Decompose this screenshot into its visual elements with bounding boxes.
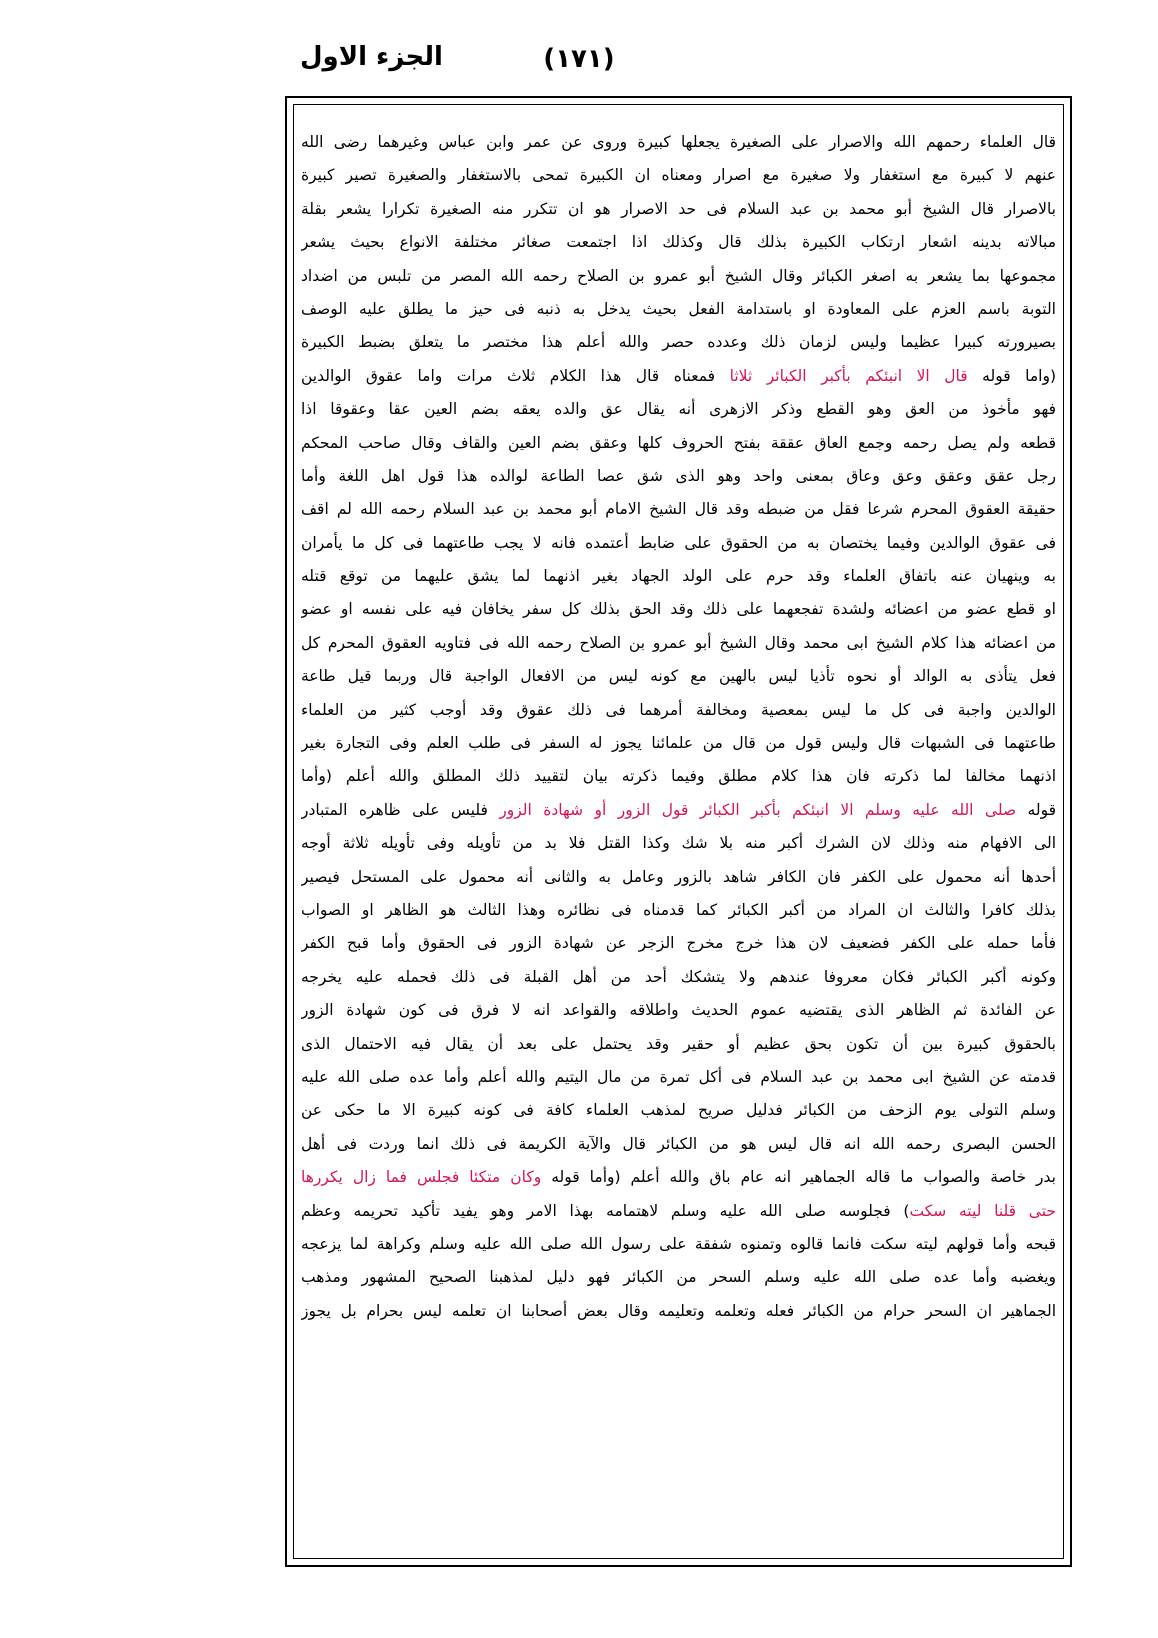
text-line: بصيرورته كبيرا عظيما وليس لزمان ذلك وعدده حصر والله أعلم هذا مختصر ما يتعلق بضبط الكبيرة	[301, 333, 1056, 352]
text-line: الى الافهام منه وذلك لان الشرك أكبر منه بلا شك وكذا القتل فلا بد من تأويله وفى تأويله ثلاثة أوجه	[301, 834, 1056, 853]
text-fragment: (واما قوله	[967, 366, 1056, 385]
text-line: أحدها أنه محمول على الكفر فان الكافر شاهد بالزور وعامل به والثانى أنه محمول على المستحل فيصير	[301, 867, 1056, 886]
text-line: طاعتهما فى الشبهات قال وليس قول من قال من علمائنا يجوز له السفر فى طلب العلم وفى التجارة بغير	[301, 734, 1056, 753]
text-line: ويغضبه وأما عده صلى الله عليه وسلم السحر من الكبائر فهو دليل لمذهبنا الصحيح المشهور ومذهب	[301, 1268, 1056, 1287]
page-header	[0, 0, 1158, 90]
text-body	[301, 126, 1056, 1328]
page-number: (١٧١)	[543, 44, 615, 74]
text-line: بالاصرار قال الشيخ أبو محمد بن عبد السلام فى حد الاصرار هو ان تتكرر منه الصغيرة تكرارا يشعر بقلة	[301, 199, 1056, 218]
text-line: بالحقوق كبيرة بين أن تكون بحق عظيم أو حقير وقد يحتمل على بعد أن يقال فيه الاحتمال الذى	[301, 1034, 1056, 1053]
text-fragment: فليس على ظاهره المتبادر	[301, 800, 500, 819]
text-line: من اعضائه هذا كلام الشيخ ابى محمد وقال الشيخ أبو عمرو بن الصلاح رحمه الله فى فتاويه العقوق المحرم كل	[301, 633, 1056, 652]
text-line: وكونه أكبر الكبائر فكان معروفا عندهم ولا يتشكك أحد من أهل القبلة فى ذلك فحمله عليه يخرجه	[301, 967, 1056, 986]
text-line: حقيقة العقوق المحرم شرعا فقل من ضبطه وقد قال الشيخ الامام أبو محمد بن عبد السلام رحمه الله لم اقف	[301, 500, 1056, 519]
text-line: به وينهيان عنه باتفاق العلماء وقد حرم على الولد الجهاد بغير اذنهما لما يشق عليهما من توقع قتله	[301, 567, 1056, 586]
text-fragment: ) فجلوسه صلى الله عليه وسلم لاهتمامه بهذا الامر وهو يفيد تأكيد تحريمه وعظم	[301, 1201, 910, 1220]
text-line	[301, 360, 1056, 393]
text-line	[301, 1161, 1056, 1194]
text-line: فهو مأخوذ من العق وهو القطع وذكر الازهرى أنه يقال عق والده يعقه بضم العين عقا وعقوقا اذا	[301, 400, 1056, 419]
text-line: وسلم التولى يوم الزحف من الكبائر فدليل صريح لمذهب العلماء كافة فى كونه كبيرة الا ما حكى عن	[301, 1101, 1056, 1120]
hadith-quote: صلى الله عليه وسلم الا انبئكم بأكبر الكبائر قول الزور أو شهادة الزور	[499, 800, 1017, 819]
text-line	[301, 794, 1056, 827]
text-line: اذنهما مخالفا لما ذكرته فان هذا كلام مطلق وفيما ذكرته بيان لتقييد ذلك المطلق والله أعلم (وأما	[301, 767, 1056, 786]
text-line: الوالدين واجبة فى كل ما ليس بمعصية ومخالفة أمرهما فى ذلك عقوق وقد أوجب كثير من العلماء	[301, 700, 1056, 719]
hadith-quote: حتى قلنا ليته سكت	[909, 1201, 1056, 1220]
text-line: فأما حمله على الكفر فضعيف لان هذا خرج مخرج الزجر عن شهادة الزور فى الحقوق وأما قبح الكفر	[301, 934, 1056, 953]
text-fragment: قوله	[1016, 800, 1056, 819]
text-line: او قطع عضو من اعضائه ولشدة تفجعهما على ذلك وقد الحق بذلك كل سفر يخافان فيه على نفسه او عضو	[301, 600, 1056, 619]
part-title: الجزء الاول	[300, 42, 443, 72]
text-line	[301, 1195, 1056, 1228]
text-line: قدمته عن الشيخ ابى محمد بن عبد السلام فى أكل تمرة من مال اليتيم والله أعلم وأما عده صلى الله عليه	[301, 1067, 1056, 1086]
text-line: قبحه وأما قولهم ليته سكت فانما قالوه وتمنوه شفقة على رسول الله صلى الله عليه وسلم وكراهة لما يزعجه	[301, 1234, 1056, 1253]
text-line: قال العلماء رحمهم الله والاصرار على الصغيرة يجعلها كبيرة وروى عن عمر وابن عباس وغيرهما رضى الله	[301, 133, 1056, 151]
hadith-quote: قال الا انبئكم بأكبر الكبائر ثلاثا	[729, 366, 968, 385]
text-line: قطعه ولم يصل رحمه وجمع العاق عققة بفتح الحروف كلها وعقق بضم العين والقاف وقال صاحب المحكم	[301, 433, 1056, 452]
text-line: بذلك كافرا والثالث ان المراد من أكبر الكبائر كما قدمناه فى نظائره وهذا الثالث هو الظاهر او الصواب	[301, 900, 1056, 919]
text-line: عنهم لا كبيرة مع استغفار ولا صغيرة مع اصرار ومعناه ان الكبيرة تمحى بالاستغفار والصغيرة تصير كبيرة	[301, 166, 1056, 185]
text-line: مجموعها بما يشعر به اصغر الكبائر وقال الشيخ أبو عمرو بن الصلاح رحمه الله المصر من تلبس من اضداد	[301, 266, 1056, 285]
hadith-quote: وكان متكئا فجلس فما زال يكررها	[301, 1168, 542, 1187]
text-line: الحسن البصرى رحمه الله انه قال ليس هو من الكبائر قال والآية الكريمة فى ذلك انما وردت فى أهل	[301, 1134, 1056, 1153]
text-line: فعل يتأذى به الوالد أو نحوه تأذيا ليس بالهين مع كونه ليس من الافعال الواجبة قال وربما قيل طاعة	[301, 667, 1056, 686]
text-fragment: فمعناه قال هذا الكلام ثلاث مرات واما عقوق الوالدين	[301, 366, 730, 385]
text-line: رجل عقق وعقق وعق وعاق بمعنى واحد وهو الذى شق عصا الطاعة لوالده هذا قول اهل اللغة وأما	[301, 466, 1056, 485]
text-fragment: بدر خاصة والصواب ما قاله الجماهير انه عام باق والله أعلم (وأما قوله	[541, 1168, 1056, 1187]
text-line: عن الفائدة ثم الظاهر الذى يقتضيه عموم الحديث واطلاقه والقواعد انه لا فرق فى كون شهادة الزور	[301, 1001, 1056, 1020]
text-line: فى عقوق الوالدين وفيما يختصان به من الحقوق على ضابط أعتمده فانه لا يجب طاعتهما فى كل ما يأمران	[301, 533, 1056, 552]
text-line: الجماهير ان السحر حرام من الكبائر فعله وتعلمه وتعليمه وقال بعض أصحابنا ان تعلمه ليس بحرام بل يجوز	[301, 1301, 1056, 1320]
text-line: التوبة باسم العزم على المعاودة او باستدامة الفعل بحيث يدخل به ذنبه فى حيز ما يطلق عليه الوصف	[301, 299, 1056, 318]
text-line: مبالاته بدينه اشعار ارتكاب الكبيرة بذلك قال وكذلك اذا اجتمعت صغائر مختلفة الانواع بحيث يشعر	[301, 233, 1056, 252]
